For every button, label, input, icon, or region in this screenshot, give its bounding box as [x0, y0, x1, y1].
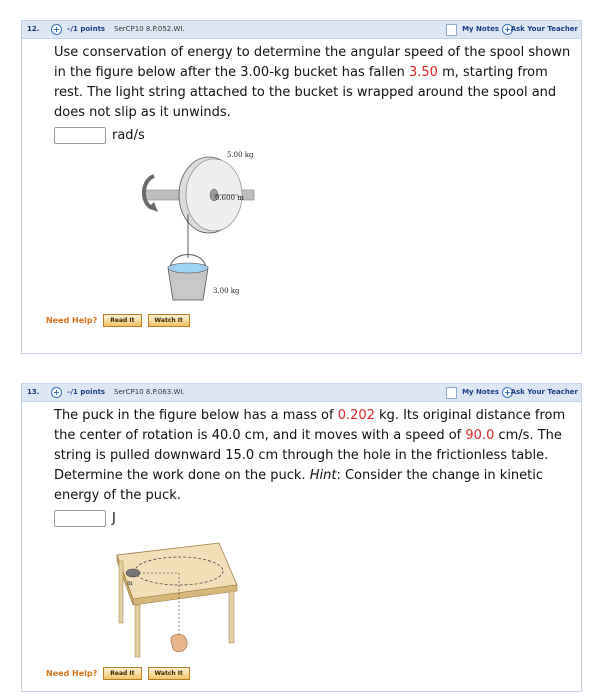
- points-label: –/1 points: [67, 388, 106, 396]
- question-number: 12.: [27, 25, 40, 33]
- question-header: [22, 384, 581, 402]
- points-label: –/1 points: [67, 25, 106, 33]
- highlight-value: 3.50: [408, 65, 438, 80]
- question-13: [21, 383, 582, 692]
- expand-icon[interactable]: +: [51, 24, 62, 35]
- ask-teacher-link[interactable]: Ask Your Teacher: [510, 388, 578, 396]
- answer-input[interactable]: [54, 127, 106, 144]
- watch-it-button[interactable]: Watch It: [148, 667, 190, 680]
- radius-label: 0.600 m: [215, 194, 244, 202]
- highlight-value: 0.202: [337, 408, 375, 423]
- notes-icon[interactable]: [446, 24, 457, 36]
- read-it-button[interactable]: Read It: [103, 314, 141, 327]
- source-label: SerCP10 8.P.063.WI.: [114, 388, 185, 396]
- spool-figure: [104, 150, 304, 310]
- unit-label: rad/s: [112, 128, 145, 143]
- source-label: SerCP10 8.P.052.WI.: [114, 25, 185, 33]
- watch-it-button[interactable]: Watch It: [148, 314, 190, 327]
- my-notes-link[interactable]: My Notes: [462, 388, 499, 396]
- highlight-value: 90.0: [465, 428, 495, 443]
- puck-table-figure: [99, 533, 239, 663]
- question-text: The puck in the figure below has a mass of 0.202 kg. Its original distance from the center of rotation is 40.0 cm, and it moves with a speed of 90.0 cm/s. The string is pulled downward 15.0 cm through the hole in the frictionless table. Determine the work done on the puck. Hint: Consider the change in kinetic energy of the puck.: [54, 408, 566, 503]
- ask-teacher-link[interactable]: Ask Your Teacher: [510, 25, 578, 33]
- expand-icon[interactable]: +: [51, 387, 62, 398]
- bucket-mass-label: 3.00 kg: [213, 287, 240, 295]
- ask-teacher-icon[interactable]: +: [502, 387, 513, 398]
- unit-label: J: [112, 511, 116, 526]
- read-it-button[interactable]: Read It: [103, 667, 141, 680]
- notes-icon[interactable]: [446, 387, 457, 399]
- my-notes-link[interactable]: My Notes: [462, 25, 499, 33]
- need-help-label: Need Help?: [46, 316, 98, 325]
- answer-input[interactable]: [54, 510, 106, 527]
- question-text: Use conservation of energy to determine the angular speed of the spool shown in the figure below after the 3.00-kg bucket has fallen 3.50 m, starting from rest. The light string attached to the bucket is wrapped around the spool and does not slip as it unwinds.: [54, 45, 571, 120]
- question-number: 13.: [27, 388, 40, 396]
- mass-label: m: [127, 580, 133, 587]
- need-help-label: Need Help?: [46, 669, 98, 678]
- ask-teacher-icon[interactable]: +: [502, 24, 513, 35]
- question-header: [22, 21, 581, 39]
- hint-label: Hint: [309, 468, 337, 483]
- question-12: [21, 20, 582, 354]
- spool-mass-label: 5.00 kg: [227, 151, 254, 159]
